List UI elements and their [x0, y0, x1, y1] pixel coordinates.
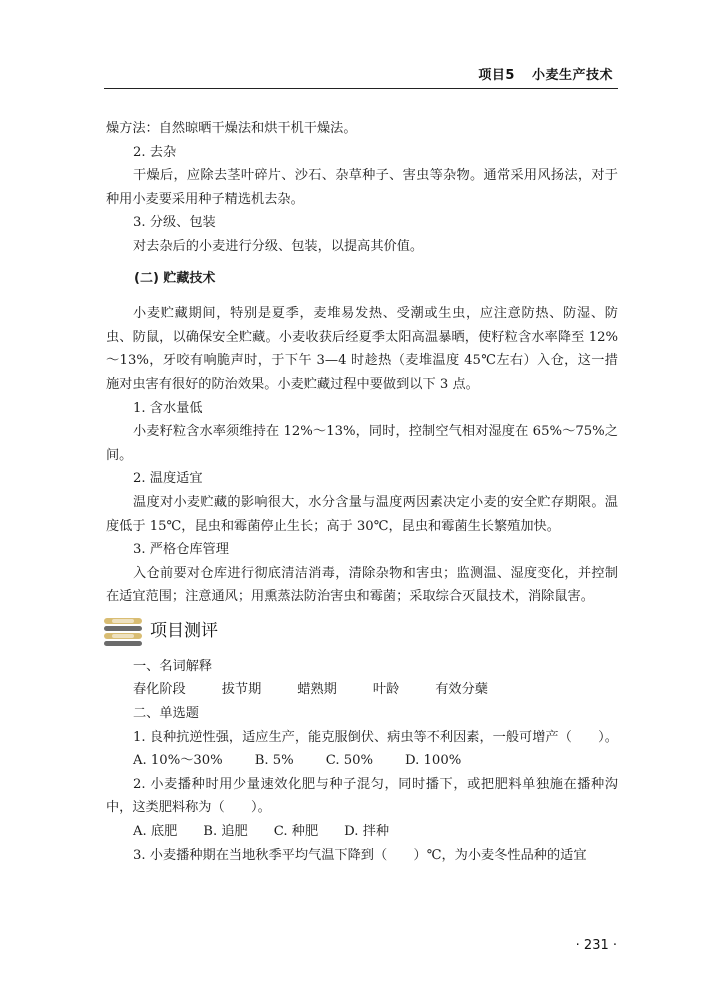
paragraph-moisture: 小麦籽粒含水率须维持在 12%～13%，同时，控制空气相对湿度在 65%～75%之间。 [106, 424, 618, 463]
option-c: C. 50% [325, 753, 374, 769]
icon-bar-4 [104, 641, 142, 646]
running-header [478, 64, 613, 83]
term-item: 蜡熟期 [297, 682, 337, 698]
page-number: · 231 · [575, 938, 617, 953]
icon-highlight-1 [112, 619, 134, 623]
paragraph-temperature: 温度对小麦贮藏的影响很大，水分含量与温度两因素决定小麦的安全贮存期限。温度低于 15℃，昆虫和霉菌停止生长；高于 30℃，昆虫和霉菌生长繁殖加快。 [106, 494, 618, 534]
option-d: D. 100% [405, 753, 462, 769]
term-item: 拔节期 [221, 682, 262, 698]
evaluation-title: 项目测评 [150, 621, 218, 642]
evaluation-heading [102, 615, 618, 649]
paragraph-storage-intro: 小麦贮藏期间，特别是夏季，麦堆易发热、受潮或生虫，应注意防热、防湿、防虫、防鼠，以确保安全贮藏。小麦收获后经夏季太阳高温暴晒，使籽粒含水率降至 12%～13%，牙咬有响脆声时，于下午 3—4 时趁热（麦堆温度 45℃左右）入仓，这一措施对虫害有很好的防治效果。小麦贮藏过程中要做到以下 3 点。 [106, 306, 618, 392]
project-title: 小麦生产技术 [531, 68, 613, 83]
paragraph-remove-impurities: 干燥后，应除去茎叶碎片、沙石、杂草种子、害虫等杂物。通常采用风扬法，对于种用小麦要采用种子精选机去杂。 [106, 168, 618, 207]
subheading-grading: 3. 分级、包装 [133, 215, 216, 231]
subheading-moisture: 1. 含水量低 [133, 400, 203, 416]
section-title-storage: (二) 贮藏技术 [134, 270, 216, 286]
term-list [106, 678, 618, 702]
option-d: D. 拌种 [344, 824, 390, 840]
icon-highlight-2 [112, 634, 134, 638]
option-a: A. 10%～30% [133, 753, 223, 769]
main-content [106, 117, 618, 867]
term-item: 叶龄 [372, 682, 400, 698]
term-item: 春化阶段 [133, 682, 186, 698]
question-2-options [106, 820, 618, 844]
header-rule [104, 88, 618, 89]
option-b: B. 追肥 [203, 824, 248, 840]
question-1-options [106, 749, 618, 773]
project-label: 项目5 [478, 68, 515, 83]
question-2: 2. 小麦播种时用少量速效化肥与种子混匀，同时播下，或把肥料单独施在播种沟中，这类肥料称为（ ）。 [106, 776, 618, 816]
option-c: C. 种肥 [273, 824, 319, 840]
subheading-warehouse: 3. 严格仓库管理 [133, 542, 229, 558]
subheading-remove-impurities: 2. 去杂 [133, 144, 177, 160]
stacked-bars-icon [102, 616, 144, 648]
subheading-temperature: 2. 温度适宜 [133, 471, 203, 487]
paragraph-grading: 对去杂后的小麦进行分级、包装，以提高其价值。 [133, 238, 424, 254]
part2-title: 二、单选题 [133, 706, 199, 722]
paragraph-warehouse: 入仓前要对仓库进行彻底清洁消毒，清除杂物和害虫；监测温、湿度变化，并控制在适宜范围；注意通风；用熏蒸法防治害虫和霉菌；采取综合灭鼠技术，消除鼠害。 [106, 565, 618, 605]
term-item: 有效分蘖 [435, 682, 488, 698]
paragraph-drying-methods: 燥方法：自然晾晒干燥法和烘干机干燥法。 [106, 121, 357, 136]
question-3: 3. 小麦播种期在当地秋季平均气温下降到（ ）℃，为小麦冬性品种的适宜 [133, 847, 587, 863]
question-1: 1. 良种抗逆性强，适应生产，能克服倒伏、病虫等不利因素，一般可增产（ ）。 [133, 729, 618, 745]
option-a: A. 底肥 [133, 824, 178, 840]
icon-bar-2 [104, 626, 142, 631]
part1-title: 一、名词解释 [133, 658, 213, 674]
option-b: B. 5% [254, 753, 294, 769]
